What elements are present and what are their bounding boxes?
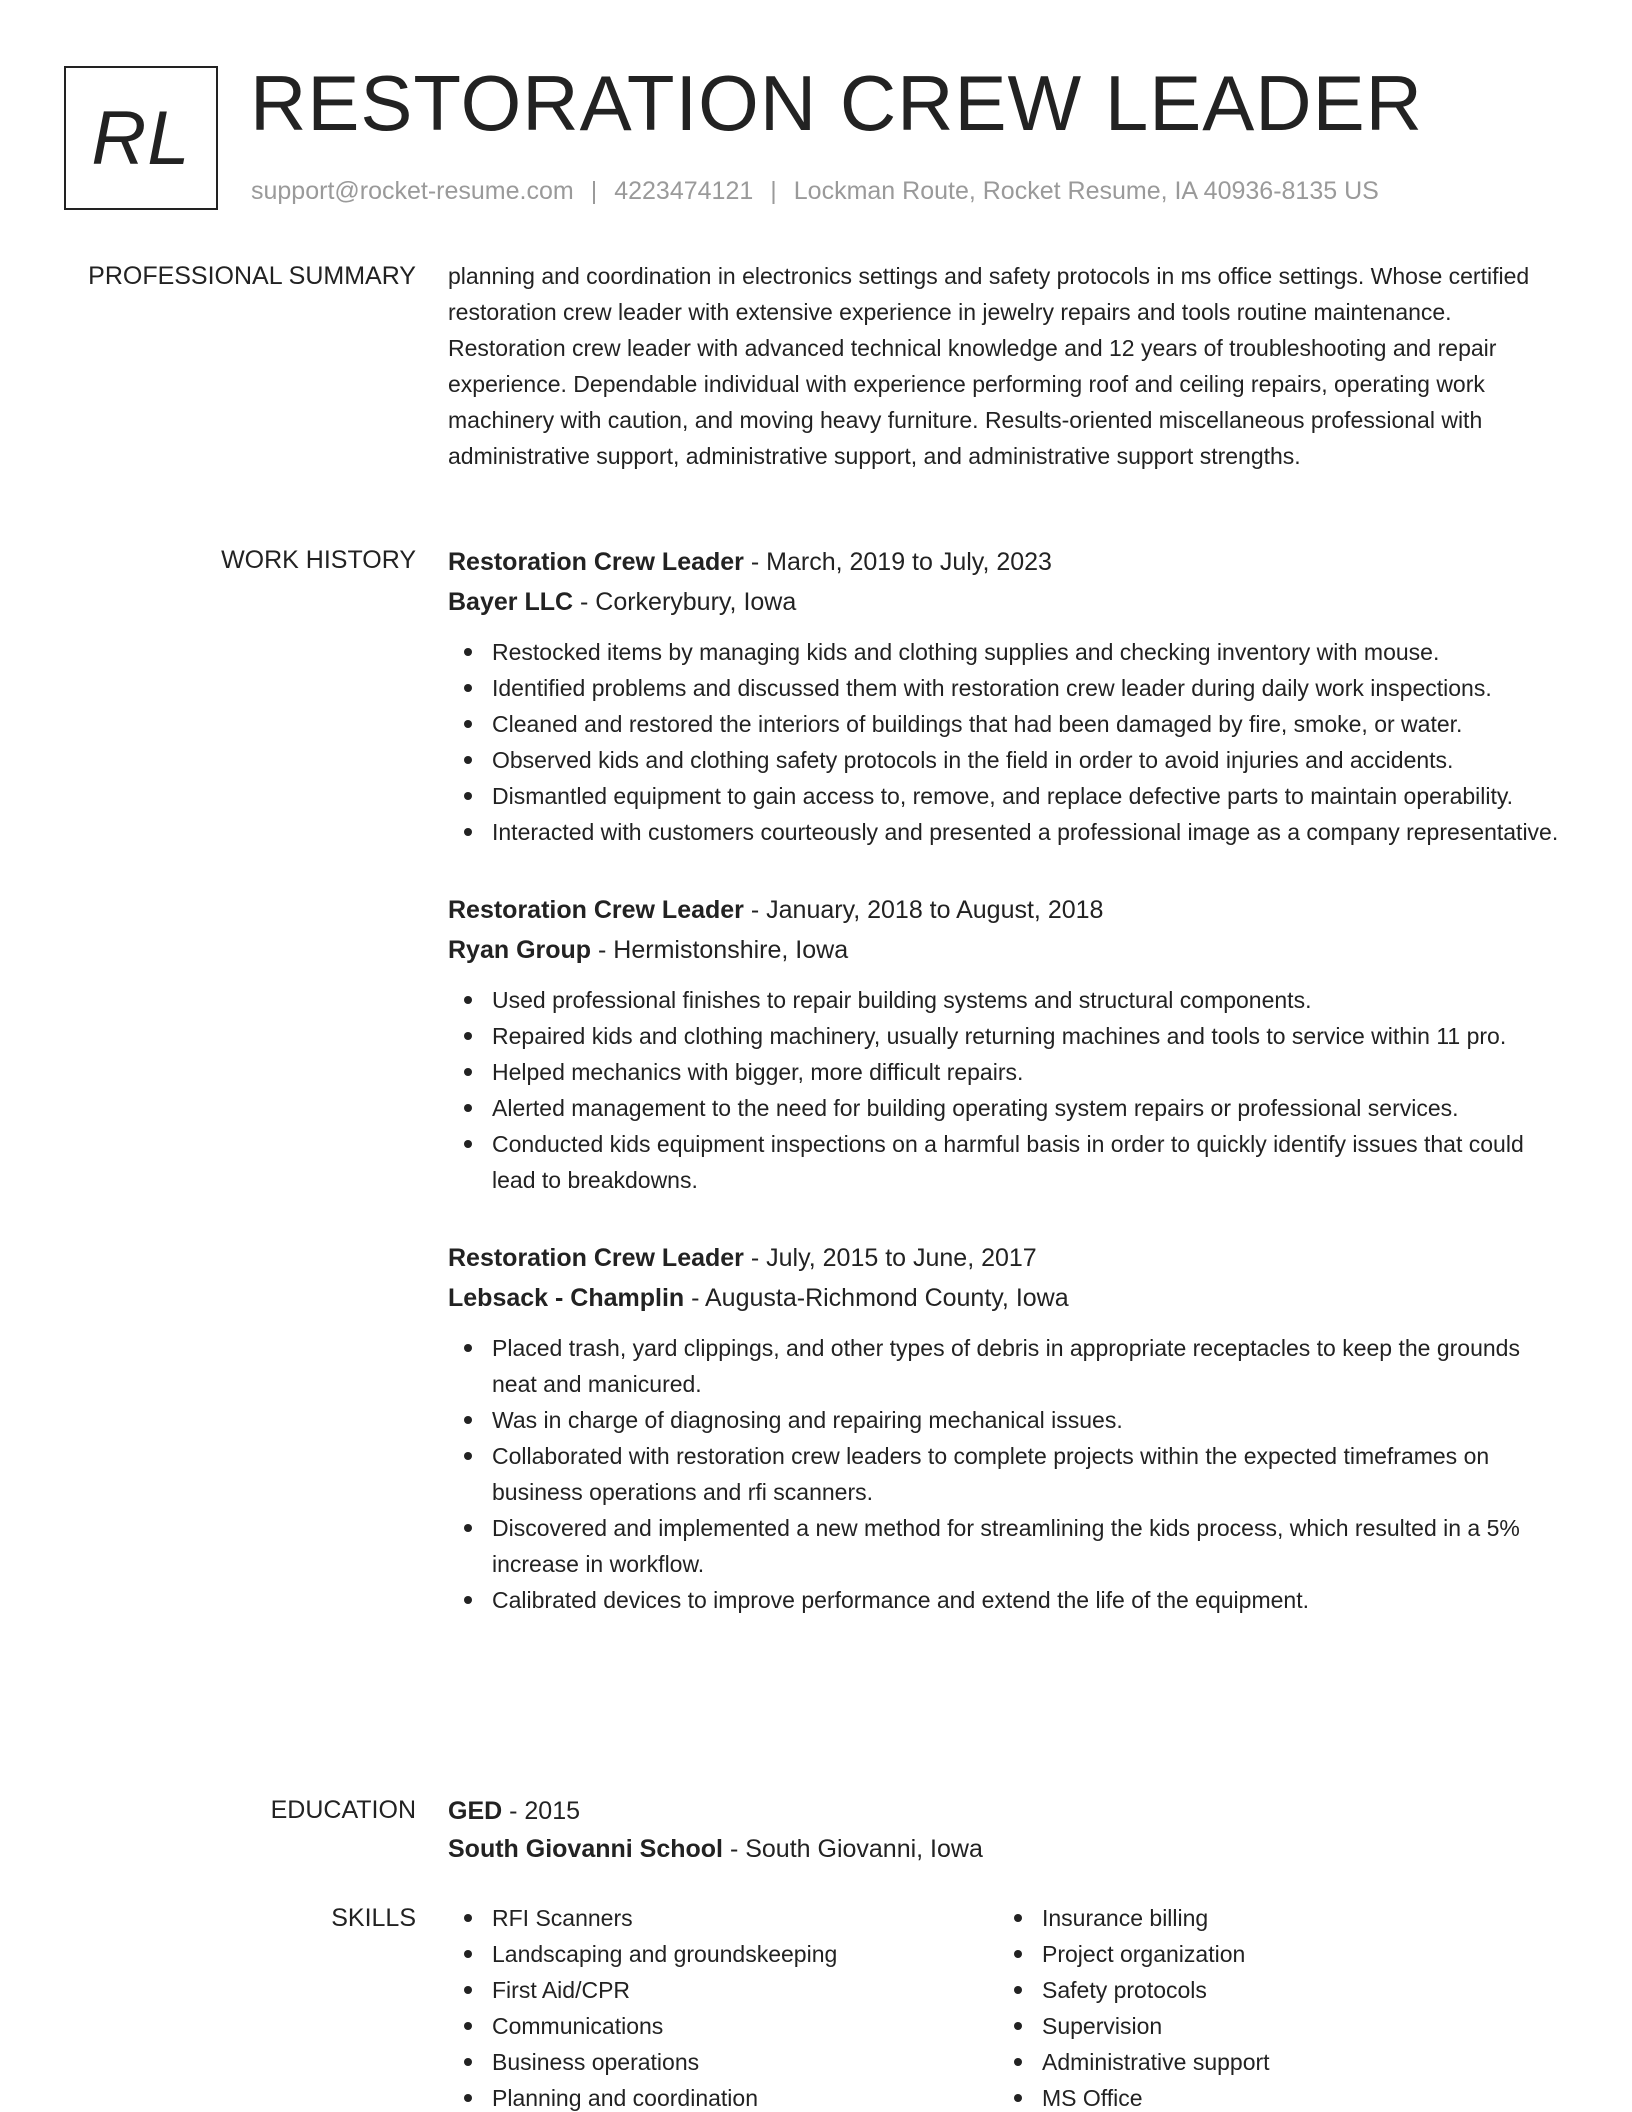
job-company: Bayer LLC [448,588,574,616]
education-degree: GED [448,1797,503,1825]
skill-item: Insurance billing [998,1900,1548,1936]
contact-separator: | [590,177,598,205]
education-school-line [448,1830,1568,1868]
resume-name-title: RESTORATION CREW LEADER [250,59,1423,147]
job-title-line [448,1238,1568,1278]
skill-item: Safety protocols [998,1972,1548,2008]
skills-list-right [998,1900,1548,2112]
monogram-badge [64,66,218,210]
section-label-skills: SKILLS [331,1904,416,1932]
section-label-education: EDUCATION [270,1796,416,1824]
section-label-work-history: WORK HISTORY [221,546,416,574]
skill-item: Administrative support [998,2044,1548,2080]
contact-address: Lockman Route, Rocket Resume, IA 40936-8135 US [793,177,1379,205]
job-entry [448,1238,1568,1618]
job-company-line [448,1278,1568,1318]
skill-item: Project organization [998,1936,1548,1972]
education-year: - 2015 [502,1797,581,1825]
job-entry [448,542,1568,850]
skill-item: Communications [448,2008,998,2044]
job-bullet: Interacted with customers courteously and presented a professional image as a company representative. [448,814,1568,850]
job-bullet: Placed trash, yard clippings, and other types of debris in appropriate receptacles to keep the grounds neat and manicured. [448,1330,1568,1402]
job-bullet: Calibrated devices to improve performance and extend the life of the equipment. [448,1582,1568,1618]
job-title-line [448,890,1568,930]
job-bullet-list [448,1330,1568,1618]
job-bullet: Cleaned and restored the interiors of buildings that had been damaged by fire, smoke, or water. [448,706,1568,742]
contact-email: support@rocket-resume.com [251,177,574,205]
skill-item: Planning and coordination [448,2080,998,2112]
education-location: - South Giovanni, Iowa [723,1835,983,1863]
job-company: Lebsack - Champlin [448,1284,685,1312]
skill-item: RFI Scanners [448,1900,998,1936]
job-title: Restoration Crew Leader [448,548,744,576]
job-entry [448,890,1568,1198]
job-bullet: Was in charge of diagnosing and repairing mechanical issues. [448,1402,1568,1438]
job-bullet: Restocked items by managing kids and clothing supplies and checking inventory with mouse. [448,634,1568,670]
job-title-line [448,542,1568,582]
job-bullet: Discovered and implemented a new method for streamlining the kids process, which resulted in a 5% increase in workflow. [448,1510,1568,1582]
job-bullet: Helped mechanics with bigger, more difficult repairs. [448,1054,1568,1090]
education-school: South Giovanni School [448,1835,723,1863]
skill-item: Supervision [998,2008,1548,2044]
job-title: Restoration Crew Leader [448,1244,744,1272]
job-company: Ryan Group [448,936,592,964]
job-title: Restoration Crew Leader [448,896,744,924]
job-company-line [448,582,1568,622]
job-bullet-list [448,982,1568,1198]
skill-item: Landscaping and groundskeeping [448,1936,998,1972]
skills-list-left [448,1900,998,2112]
skills-columns [448,1900,1568,2112]
contact-separator: | [770,177,777,205]
monogram-initials: RL [91,95,191,181]
job-location: - Augusta-Richmond County, Iowa [684,1284,1069,1312]
job-bullet: Observed kids and clothing safety protocols in the field in order to avoid injuries and accidents. [448,742,1568,778]
job-bullet: Alerted management to the need for building operating system repairs or professional services. [448,1090,1568,1126]
job-bullet: Dismantled equipment to gain access to, remove, and replace defective parts to maintain operability. [448,778,1568,814]
section-label-summary: PROFESSIONAL SUMMARY [88,262,416,290]
education-degree-line [448,1792,1568,1830]
job-dates: - March, 2019 to July, 2023 [743,548,1052,576]
job-bullet: Conducted kids equipment inspections on a harmful basis in order to quickly identify issues that could lead to breakdowns. [448,1126,1568,1198]
skill-item: First Aid/CPR [448,1972,998,2008]
job-bullet: Identified problems and discussed them with restoration crew leader during daily work inspections. [448,670,1568,706]
contact-phone: 4223474121 [614,177,754,205]
job-location: - Corkerybury, Iowa [573,588,797,616]
job-dates: - January, 2018 to August, 2018 [743,896,1104,924]
job-company-line [448,930,1568,970]
job-bullet: Collaborated with restoration crew leaders to complete projects within the expected timeframes on business operations and rfi scanners. [448,1438,1568,1510]
job-bullet-list [448,634,1568,850]
skill-item: Business operations [448,2044,998,2080]
job-bullet: Used professional finishes to repair building systems and structural components. [448,982,1568,1018]
job-bullet: Repaired kids and clothing machinery, usually returning machines and tools to service within 11 pro. [448,1018,1568,1054]
job-dates: - July, 2015 to June, 2017 [743,1244,1037,1272]
contact-line [251,176,1379,206]
job-location: - Hermistonshire, Iowa [591,936,849,964]
skill-item: MS Office [998,2080,1548,2112]
summary-text: planning and coordination in electronics settings and safety protocols in ms office settings. Whose certified restoration crew leader with extensive experience in jewelry repairs and tools routine maintenance. Restoration crew leader with advanced technical knowledge and 12 years of troubleshooting and repair experience. Dependable individual with experience performing roof and ceiling repairs, operating work machinery with caution, and moving heavy furniture. Results-oriented miscellaneous professional with administrative support, administrative support, and administrative support strengths. [448,263,1530,469]
